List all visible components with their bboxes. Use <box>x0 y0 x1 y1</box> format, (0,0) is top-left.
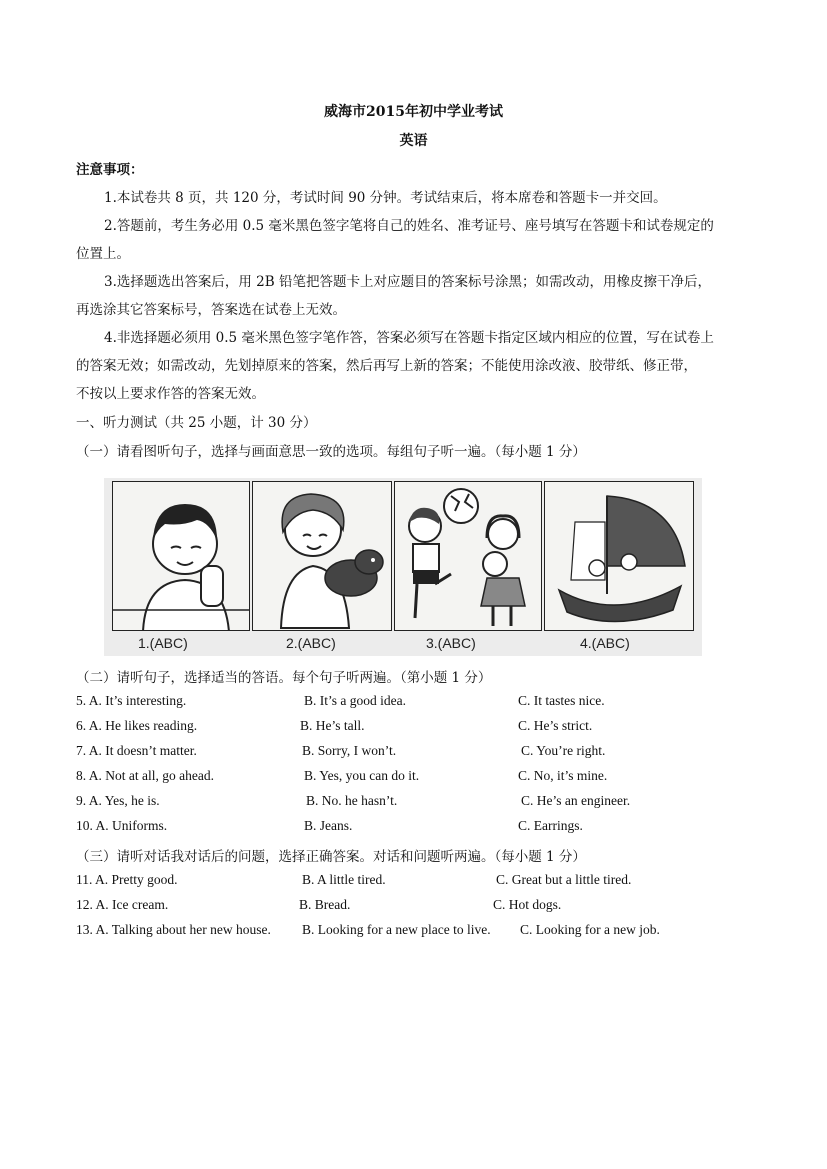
option-b: B. No. he hasn’t. <box>306 793 398 808</box>
picture-panel-2 <box>252 481 392 631</box>
option-b: B. Looking for a new place to live. <box>302 922 491 937</box>
option-a: 7. A. It doesn’t matter. <box>76 743 197 758</box>
part1-instruction: （一）请看图听句子，选择与画面意思一致的选项。每组句子听一遍。（每小题 1 分） <box>76 444 586 460</box>
option-a: 10. A. Uniforms. <box>76 818 168 833</box>
option-c: C. Earrings. <box>518 818 583 833</box>
picture-caption: 2.(ABC) <box>286 635 336 651</box>
girl-with-dog-illustration <box>253 482 392 631</box>
option-b: B. Jeans. <box>304 818 353 833</box>
option-c: C. He’s an engineer. <box>521 793 631 808</box>
picture-panel-4 <box>544 481 694 631</box>
option-b: B. Yes, you can do it. <box>304 768 420 783</box>
picture-panel-1 <box>112 481 250 631</box>
notice-line: 再选涂其它答案标号，答案选在试卷上无效。 <box>76 302 346 318</box>
option-a: 12. A. Ice cream. <box>76 897 169 912</box>
option-b: B. It’s a good idea. <box>304 693 406 708</box>
option-a: 9. A. Yes, he is. <box>76 793 160 808</box>
option-c: C. You’re right. <box>521 743 606 758</box>
option-c: C. Hot dogs. <box>493 897 562 912</box>
option-a: 13. A. Talking about her new house. <box>76 922 271 937</box>
exam-subject: 英语 <box>399 133 428 149</box>
notice-heading: 注意事项： <box>76 162 144 178</box>
notice-line: 2.答题前，考生务必用 0.5 毫米黑色签字笔将自己的姓名、准考证号、座号填写在答题卡和试卷规定的 <box>104 218 714 234</box>
picture-panel-3 <box>394 481 542 631</box>
option-a: 8. A. Not at all, go ahead. <box>76 768 214 783</box>
notice-line: 3.选择题选出答案后，用 2B 铅笔把答题卡上对应题目的答案标号涂黑；如需改动，用橡皮擦干净后， <box>104 274 711 290</box>
notice-line: 不按以上要求作答的答案无效。 <box>76 386 265 402</box>
option-c: C. He’s strict. <box>518 718 593 733</box>
notice-line: 1.本试卷共 8 页，共 120 分，考试时间 90 分钟。考试结束后，将本席卷和答题卡一并交回。 <box>104 190 667 206</box>
option-a: 6. A. He likes reading. <box>76 718 198 733</box>
notice-line: 位置上。 <box>76 246 130 262</box>
section-title: 一、听力测试（共 25 小题，计 30 分） <box>76 415 317 431</box>
picture-caption: 4.(ABC) <box>580 635 630 651</box>
option-c: C. Looking for a new job. <box>520 922 660 937</box>
picture-strip <box>104 478 702 656</box>
option-c: C. It tastes nice. <box>518 693 605 708</box>
boy-thinking-illustration <box>113 482 250 631</box>
picture-caption: 1.(ABC) <box>138 635 188 651</box>
option-b: B. A little tired. <box>302 872 386 887</box>
notice-line: 的答案无效；如需改动，先划掉原来的答案，然后再写上新的答案；不能使用涂改液、胶带纸、修正带， <box>76 358 697 374</box>
picture-caption: 3.(ABC) <box>426 635 476 651</box>
option-a: 5. A. It’s interesting. <box>76 693 187 708</box>
sailboat-illustration <box>545 482 694 631</box>
exam-title: 威海市2015年初中学业考试 <box>324 104 503 120</box>
part3-instruction: （三）请听对话我对话后的问题，选择正确答案。对话和问题听两遍。（每小题 1 分） <box>76 849 586 865</box>
option-b: B. Bread. <box>299 897 351 912</box>
kids-with-balls-illustration <box>395 482 542 631</box>
part2-instruction: （二）请听句子，选择适当的答语。每个句子听两遍。（第小题 1 分） <box>76 670 492 686</box>
option-b: B. Sorry, I won’t. <box>302 743 397 758</box>
option-a: 11. A. Pretty good. <box>76 872 178 887</box>
option-c: C. Great but a little tired. <box>496 872 632 887</box>
option-b: B. He’s tall. <box>300 718 365 733</box>
notice-line: 4.非选择题必须用 0.5 毫米黑色签字笔作答，答案必须写在答题卡指定区域内相应的位置，写在试卷上 <box>104 330 714 346</box>
option-c: C. No, it’s mine. <box>518 768 608 783</box>
